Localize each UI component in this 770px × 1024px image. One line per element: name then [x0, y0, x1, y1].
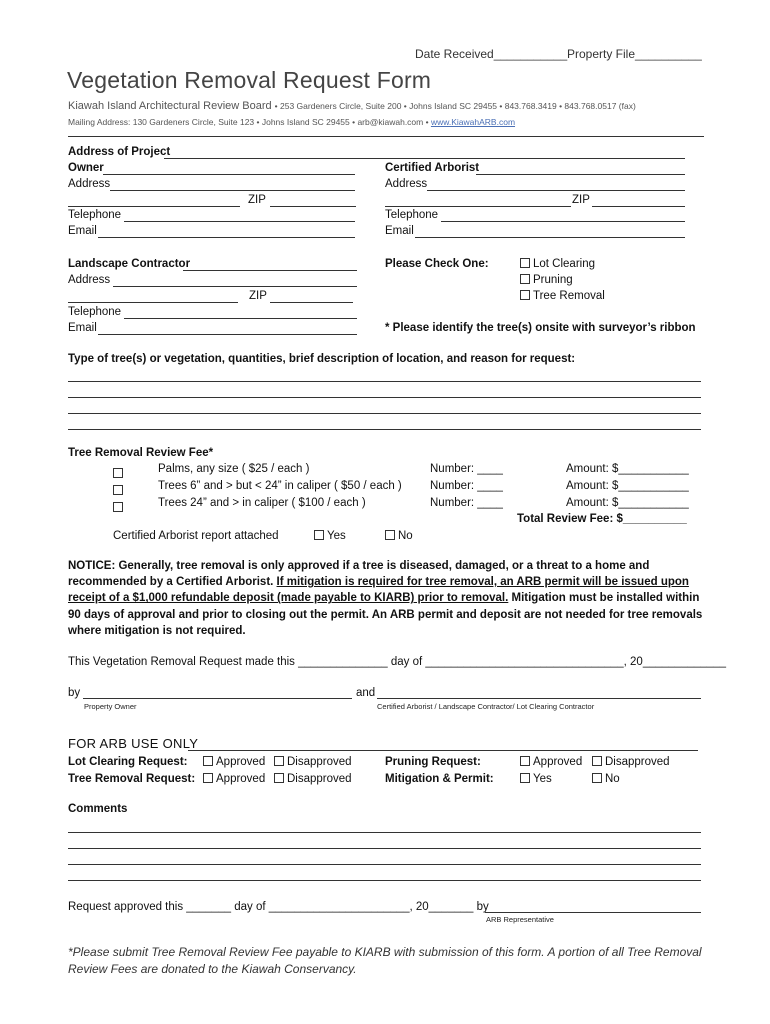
tree-removal-request-label: Tree Removal Request:: [68, 773, 196, 785]
pruning-disapproved-checkbox[interactable]: Disapproved: [592, 756, 670, 768]
notice-part-2: If mitigation is required for tree removal, an ARB permit will be issued upon receipt of a $1,000 refundable deposit (made payable to KIARB) prior to removal.: [68, 576, 689, 605]
fee-row-trees-6-24: Trees 6” and > but < 24” in caliper ( $50 / each ): [158, 480, 402, 492]
arborist-label: Certified Arborist: [385, 162, 480, 174]
check-one-label: Please Check One:: [385, 258, 489, 270]
contractor-email-line[interactable]: [98, 334, 357, 335]
and-label: and: [356, 687, 376, 699]
project-address-label: Address of Project: [68, 146, 171, 158]
trees-6-24-checkbox[interactable]: [113, 481, 126, 499]
comments-line-4[interactable]: [68, 880, 701, 881]
arb-use-heading: FOR ARB USE ONLY: [68, 736, 199, 751]
arborist-address-line[interactable]: [427, 190, 685, 191]
request-approved-line[interactable]: Request approved this _______ day of ______________________, 20_______ by: [68, 901, 489, 913]
notice-text: [68, 558, 704, 639]
fee-row-trees-24: Trees 24” and > in caliper ( $100 / each ): [158, 497, 366, 509]
description-line-1[interactable]: [68, 381, 701, 382]
owner-caption: Property Owner: [84, 702, 137, 711]
contractor-label: Landscape Contractor: [68, 258, 191, 270]
owner-telephone-label: Telephone: [68, 209, 122, 221]
tree-removal-checkbox[interactable]: Tree Removal: [520, 290, 605, 302]
arb-heading-line: [188, 750, 698, 751]
palms-number-field[interactable]: Number: ____: [430, 463, 503, 475]
arborist-email-label: Email: [385, 225, 414, 237]
arborist-telephone-line[interactable]: [441, 221, 685, 222]
arborist-report-label: Certified Arborist report attached: [113, 530, 279, 542]
owner-zip-label: ZIP: [248, 194, 266, 206]
arborist-telephone-label: Telephone: [385, 209, 439, 221]
contractor-telephone-line[interactable]: [124, 318, 357, 319]
tree-removal-approved-checkbox[interactable]: Approved: [203, 773, 265, 785]
palms-checkbox[interactable]: [113, 464, 126, 482]
date-received-field[interactable]: Date Received___________: [415, 47, 568, 61]
arborist-zip-line[interactable]: [592, 206, 685, 207]
owner-label: Owner: [68, 162, 104, 174]
board-address: • 253 Gardeners Circle, Suite 200 • Johns Island SC 29455 • 843.768.3419 • 843.768.0517 (fax): [274, 101, 636, 111]
header-divider: [68, 136, 704, 137]
project-address-line[interactable]: [164, 158, 685, 159]
ribbon-note: * Please identify the tree(s) onsite with surveyor’s ribbon: [385, 322, 696, 334]
contractor-telephone-label: Telephone: [68, 306, 122, 318]
pruning-approved-checkbox[interactable]: Approved: [520, 756, 582, 768]
comments-line-1[interactable]: [68, 832, 701, 833]
arborist-email-line[interactable]: [415, 237, 685, 238]
arborist-address-label: Address: [385, 178, 428, 190]
lot-clearing-disapproved-checkbox[interactable]: Disapproved: [274, 756, 352, 768]
pruning-checkbox[interactable]: Pruning: [520, 274, 573, 286]
arborist-line[interactable]: [476, 174, 685, 175]
trees-24-amount-field[interactable]: Amount: $___________: [566, 497, 689, 509]
contractor-zip-line[interactable]: [270, 302, 353, 303]
fee-heading: Tree Removal Review Fee*: [68, 447, 214, 459]
notice-part-1: NOTICE: Generally, tree removal is only approved if a tree is diseased, damaged, or a threat to a home and recommended by a Certified Arborist.: [68, 560, 650, 589]
arborist-zip-label: ZIP: [572, 194, 590, 206]
contractor-address-line[interactable]: [113, 286, 357, 287]
contractor-zip-label: ZIP: [249, 290, 267, 302]
website-link[interactable]: www.KiawahARB.com: [430, 117, 516, 127]
owner-line[interactable]: [103, 174, 355, 175]
description-line-3[interactable]: [68, 413, 701, 414]
trees-6-24-number-field[interactable]: Number: ____: [430, 480, 503, 492]
owner-address-label: Address: [68, 178, 111, 190]
mailing-address: Mailing Address: 130 Gardeners Circle, Suite 123 • Johns Island SC 29455 • arb@kiawah.com •: [68, 117, 431, 127]
contractor-signature-line[interactable]: [377, 698, 701, 699]
trees-24-number-field[interactable]: Number: ____: [430, 497, 503, 509]
comments-line-2[interactable]: [68, 848, 701, 849]
fee-row-palms: Palms, any size ( $25 / each ): [158, 463, 310, 475]
description-line-2[interactable]: [68, 397, 701, 398]
trees-24-checkbox[interactable]: [113, 498, 126, 516]
total-review-fee[interactable]: Total Review Fee: $__________: [517, 513, 687, 525]
contractor-caption: Certified Arborist / Landscape Contractor/ Lot Clearing Contractor: [377, 702, 595, 711]
mailing-info: [68, 117, 515, 127]
mitigation-permit-label: Mitigation & Permit:: [385, 773, 494, 785]
lot-clearing-approved-checkbox[interactable]: Approved: [203, 756, 265, 768]
arb-rep-signature-line[interactable]: [485, 912, 701, 913]
page-title: Vegetation Removal Request Form: [67, 67, 432, 93]
arborist-report-yes-checkbox[interactable]: Yes: [314, 530, 346, 542]
contractor-line[interactable]: [183, 270, 357, 271]
palms-amount-field[interactable]: Amount: $___________: [566, 463, 689, 475]
contractor-address-label: Address: [68, 274, 111, 286]
comments-line-3[interactable]: [68, 864, 701, 865]
owner-address-line-2[interactable]: [68, 206, 240, 207]
owner-address-line[interactable]: [110, 190, 355, 191]
description-line-4[interactable]: [68, 429, 701, 430]
owner-signature-line[interactable]: [83, 698, 352, 699]
lot-clearing-request-label: Lot Clearing Request:: [68, 756, 188, 768]
description-label: Type of tree(s) or vegetation, quantities, brief description of location, and reason for request:: [68, 353, 576, 365]
notice-part-3: Mitigation must be installed within 90 days of approval and prior to closing out the permit. An ARB permit and deposit are not needed for tree removals where mitigation is not required.: [68, 592, 703, 637]
mitigation-no-checkbox[interactable]: No: [592, 773, 620, 785]
footer-note: *Please submit Tree Removal Review Fee payable to KIARB with submission of this form. A portion of all Tree Removal Review Fees are donated to the Kiawah Conservancy.: [68, 945, 702, 976]
board-name: Kiawah Island Architectural Review Board: [68, 100, 272, 112]
owner-zip-line[interactable]: [270, 206, 356, 207]
trees-6-24-amount-field[interactable]: Amount: $___________: [566, 480, 689, 492]
mitigation-yes-checkbox[interactable]: Yes: [520, 773, 552, 785]
arborist-address-line-2[interactable]: [385, 206, 571, 207]
contractor-email-label: Email: [68, 322, 97, 334]
tree-removal-disapproved-checkbox[interactable]: Disapproved: [274, 773, 352, 785]
request-made-line[interactable]: This Vegetation Removal Request made this ______________ day of _______________________________, 20_____________: [68, 656, 726, 668]
owner-email-line[interactable]: [98, 237, 355, 238]
by-label: by: [68, 687, 81, 699]
lot-clearing-checkbox[interactable]: Lot Clearing: [520, 258, 595, 270]
arb-rep-caption: ARB Representative: [486, 915, 554, 924]
comments-label: Comments: [68, 803, 128, 815]
owner-telephone-line[interactable]: [124, 221, 355, 222]
owner-email-label: Email: [68, 225, 97, 237]
pruning-request-label: Pruning Request:: [385, 756, 481, 768]
contractor-address-line-2[interactable]: [68, 302, 238, 303]
property-file-field[interactable]: Property File__________: [567, 47, 702, 61]
arborist-report-no-checkbox[interactable]: No: [385, 530, 413, 542]
board-info: [68, 100, 636, 112]
